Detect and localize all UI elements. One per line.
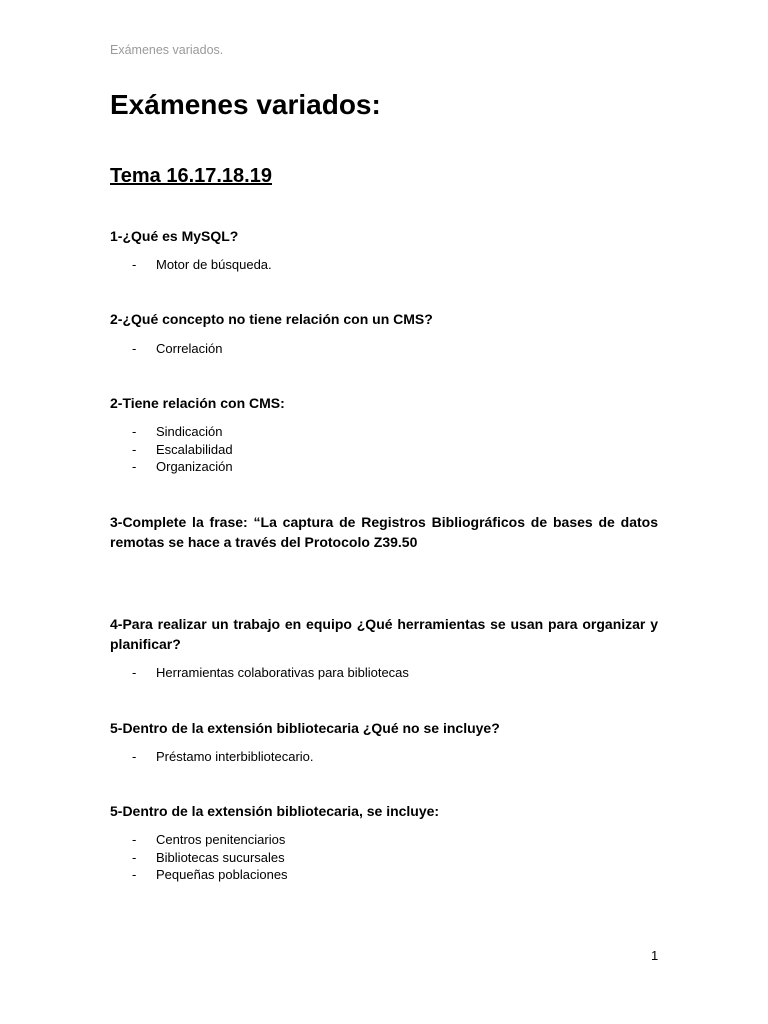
- answer-list-3: [110, 423, 233, 476]
- answer-text: Escalabilidad: [156, 441, 233, 457]
- list-dash: -: [132, 341, 137, 356]
- answer-item: [110, 256, 272, 274]
- answer-item: [110, 441, 233, 459]
- answer-text: Correlación: [156, 341, 223, 356]
- answer-text: Motor de búsqueda.: [156, 257, 272, 272]
- document-body: [110, 86, 658, 882]
- answer-item: [110, 831, 288, 849]
- question-7: 5-Dentro de la extensión bibliotecaria, se incluye:: [110, 803, 440, 819]
- answer-item: [110, 866, 288, 884]
- list-dash: -: [132, 441, 137, 457]
- list-dash: -: [132, 257, 137, 272]
- question-4: 3-Complete la frase: “La captura de Registros Bibliográficos de bases de datos remotas se hace a través del Protocolo Z39.50: [110, 514, 658, 550]
- answer-item: [110, 340, 222, 358]
- question-5: 4-Para realizar un trabajo en equipo ¿Qué herramientas se usan para organizar y planificar?: [110, 616, 658, 652]
- document-title: Exámenes variados:: [110, 89, 381, 120]
- list-dash: -: [132, 749, 137, 764]
- page-number: 1: [651, 948, 659, 963]
- answer-list-6: [110, 748, 314, 766]
- section-title: Tema 16.17.18.19: [110, 165, 272, 187]
- list-dash: -: [132, 459, 137, 474]
- answer-item: [110, 423, 233, 441]
- answer-item: [110, 664, 409, 682]
- answer-text: Organización: [156, 459, 233, 474]
- running-header: Exámenes variados.: [110, 43, 224, 57]
- answer-list-5: [110, 664, 409, 682]
- question-3: 2-Tiene relación con CMS:: [110, 395, 285, 411]
- answer-text: Pequeñas poblaciones: [156, 867, 288, 882]
- answer-list-7: [110, 831, 288, 884]
- list-dash: -: [132, 832, 137, 847]
- answer-text: Bibliotecas sucursales: [156, 849, 285, 865]
- answer-item: [110, 458, 233, 476]
- answer-text: Sindicación: [156, 424, 223, 439]
- list-dash: -: [132, 849, 137, 865]
- answer-text: Préstamo interbibliotecario.: [156, 749, 314, 764]
- question-2: 2-¿Qué concepto no tiene relación con un CMS?: [110, 311, 433, 327]
- answer-list-2: [110, 340, 222, 358]
- list-dash: -: [132, 867, 137, 882]
- answer-item: [110, 849, 288, 867]
- answer-item: [110, 748, 314, 766]
- question-1: 1-¿Qué es MySQL?: [110, 228, 239, 244]
- answer-text: Centros penitenciarios: [156, 832, 286, 847]
- question-6: 5-Dentro de la extensión bibliotecaria ¿Qué no se incluye?: [110, 720, 500, 736]
- list-dash: -: [132, 424, 137, 439]
- answer-text: Herramientas colaborativas para bibliotecas: [156, 665, 409, 680]
- list-dash: -: [132, 665, 137, 680]
- answer-list-1: [110, 256, 272, 274]
